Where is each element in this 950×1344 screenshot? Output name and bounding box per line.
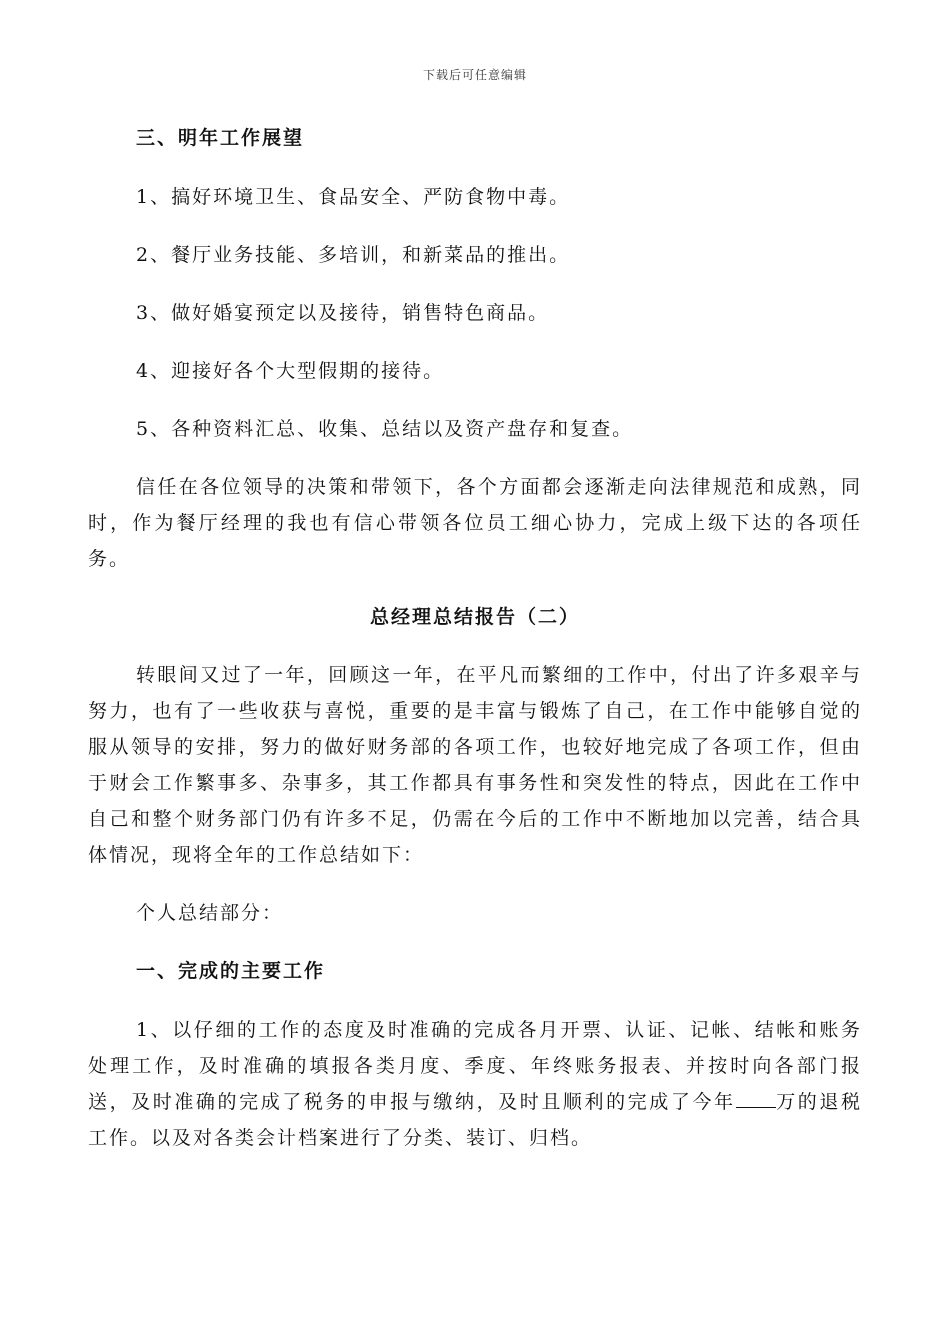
- list-item: 4、迎接好各个大型假期的接待。: [136, 360, 445, 382]
- work-item-paragraph: [88, 1012, 862, 1156]
- intro-paragraph: 转眼间又过了一年，回顾这一年，在平凡而繁细的工作中，付出了许多艰辛与努力，也有了一些收获与喜悦，重要的是丰富与锻炼了自己，在工作中能够自觉的服从领导的安排，努力的做好财务部的各项工作，也较好地完成了各项工作，但由于财会工作繁事多、杂事多，其工作都具有事务性和突发性的特点，因此在工作中自己和整个财务部门仍有许多不足，仍需在今后的工作中不断地加以完善，结合具体情况，现将全年的工作总结如下：: [88, 664, 862, 866]
- personal-summary-label: 个人总结部分：: [136, 902, 284, 924]
- report-title: 总经理总结报告（二）: [369, 606, 580, 628]
- blank-underline: [736, 1089, 776, 1108]
- page-header: 下载后可任意编辑: [422, 68, 527, 82]
- work-item-text-a: 1、以仔细的工作的态度及时准确的完成各月开票、认证、记帐、结帐和账务处理工作，及时准确的填报各类月度、季度、年终账务报表、并按时向各部门报送，及时准确的完成了税务的申报与缴纳，及时且顺利的完成了今年: [88, 1019, 862, 1113]
- list-item: 5、各种资料汇总、收集、总结以及资产盘存和复查。: [136, 418, 634, 440]
- work-item-text-b: 万的退税工作。以及对各类会计档案进行了分类、装订、归档。: [88, 1091, 862, 1149]
- closing-paragraph: 信任在各位领导的决策和带领下，各个方面都会逐渐走向法律规范和成熟，同时，作为餐厅经理的我也有信心带领各位员工细心协力，完成上级下达的各项任务。: [88, 476, 862, 570]
- section-heading: 三、明年工作展望: [136, 127, 305, 149]
- document-body: [88, 120, 862, 1178]
- list-item: 3、做好婚宴预定以及接待，销售特色商品。: [136, 302, 550, 324]
- section-heading: 一、完成的主要工作: [136, 960, 326, 982]
- list-item: 1、搞好环境卫生、食品安全、严防食物中毒。: [136, 186, 571, 208]
- list-item: 2、餐厅业务技能、多培训，和新菜品的推出。: [136, 244, 571, 266]
